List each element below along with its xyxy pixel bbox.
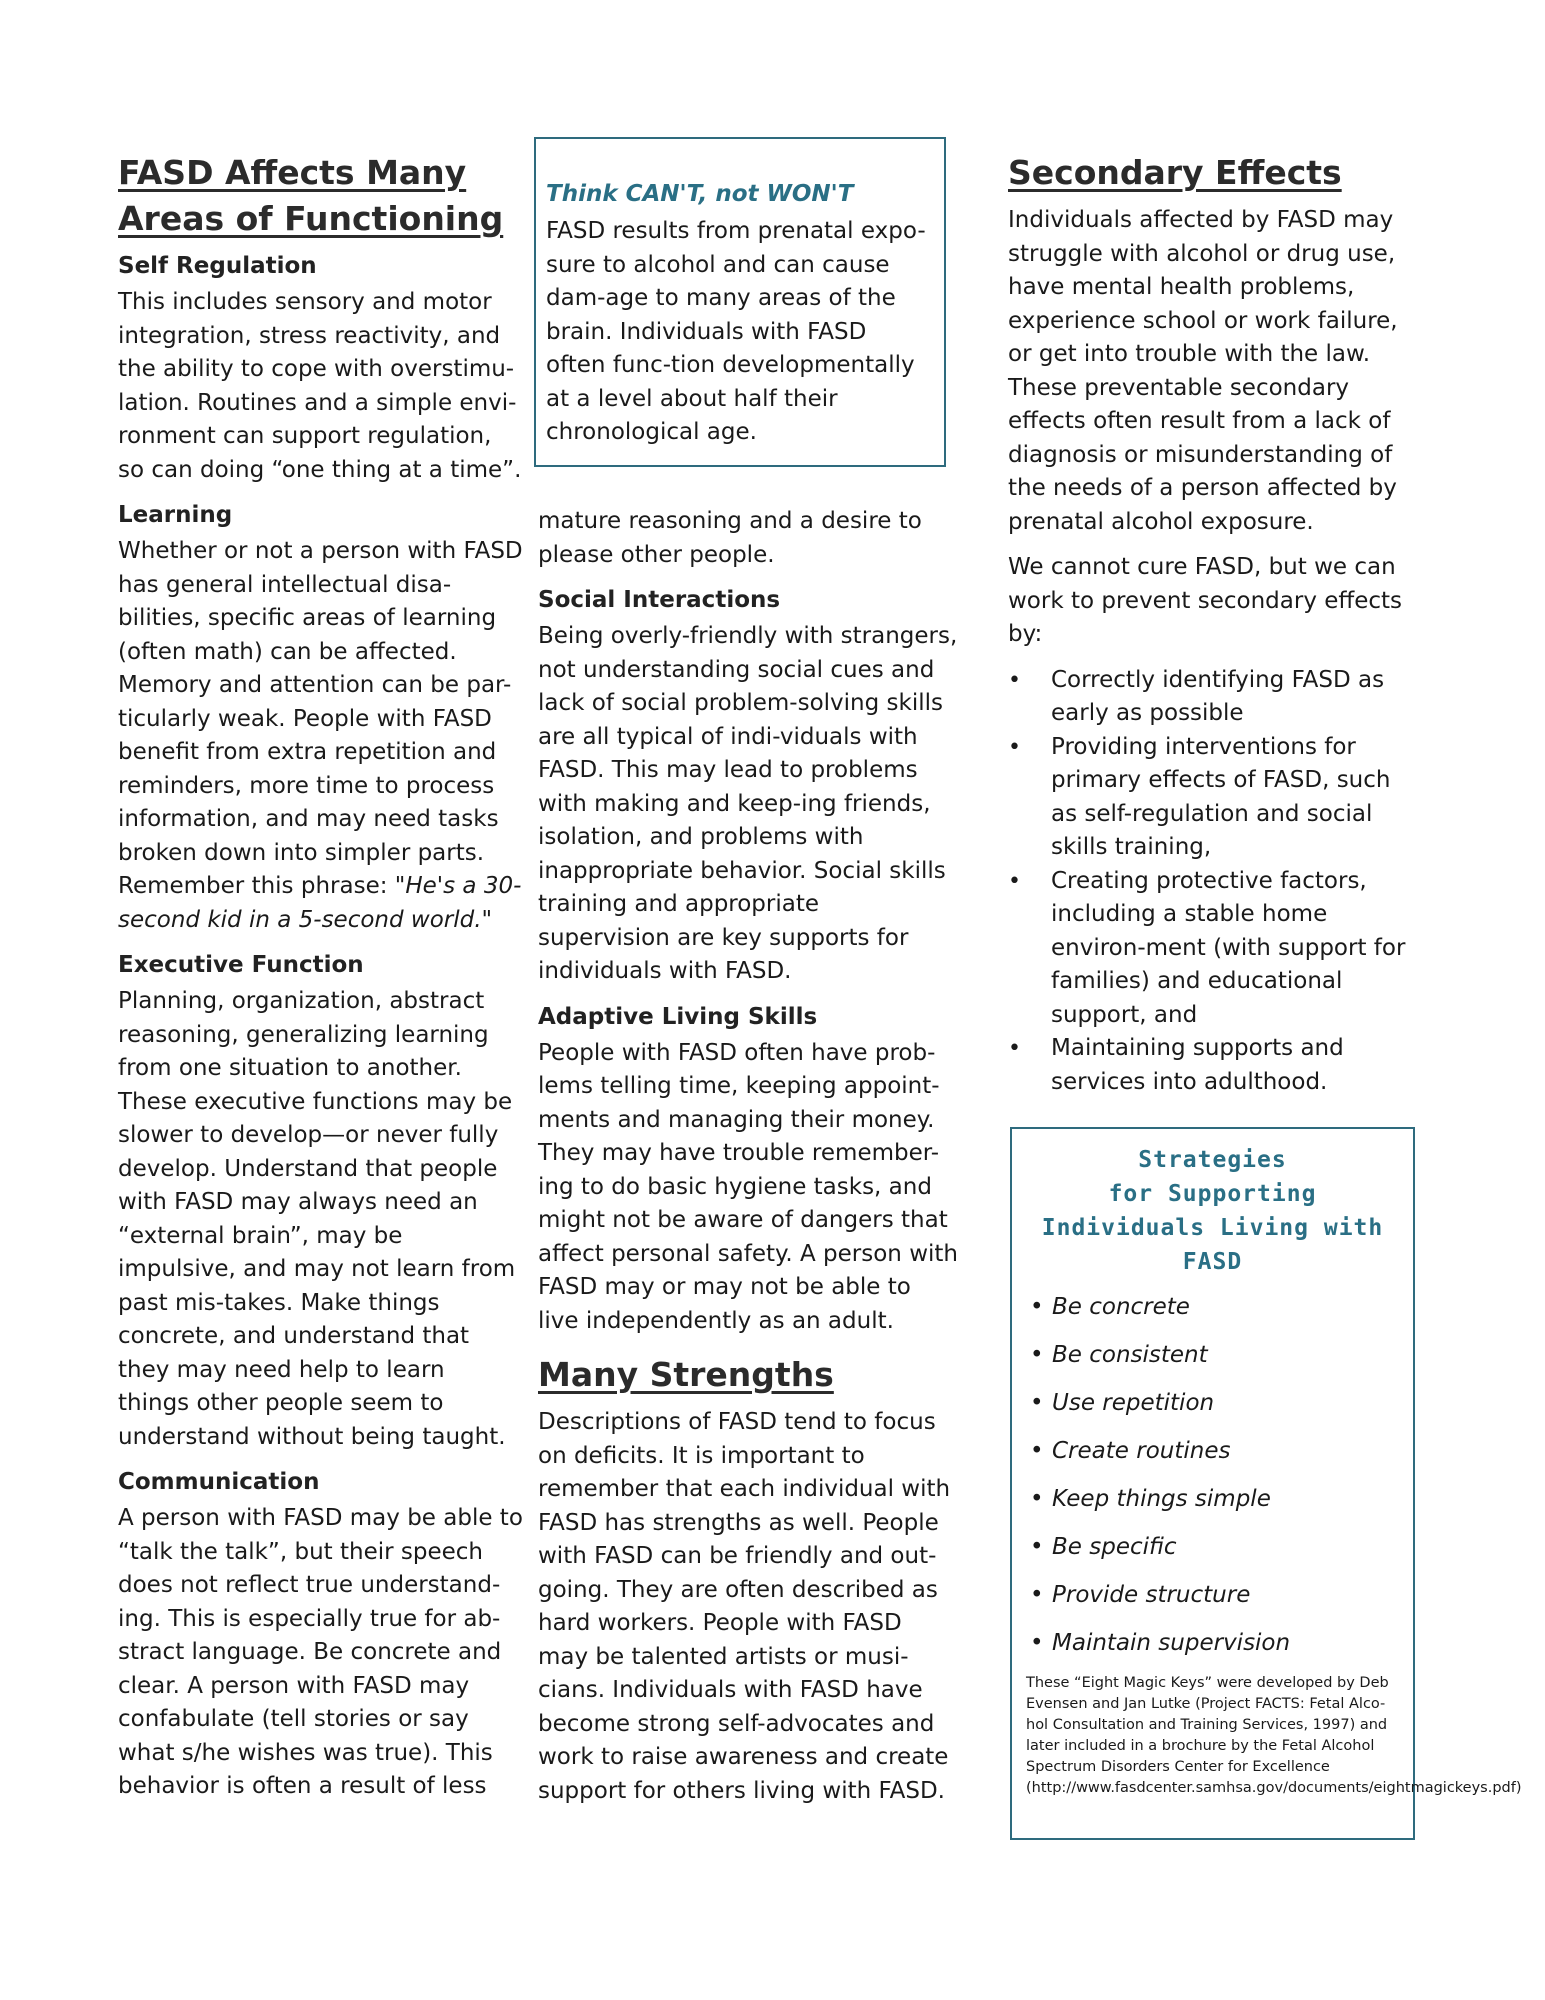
section-text-communication: A person with FASD may be able to “talk the talk”, but their speech does not reflect true understand-ing. This is especially true for ab-stract language. Be concrete and clear. A person with FASD may confabulate (tell stories or say what s/he wishes was true). This behavior is often a result of less	[118, 1505, 523, 1799]
strategies-title-line: FASD	[1182, 1249, 1243, 1275]
section-text-learning	[118, 535, 523, 937]
list-item: • Creating protective factors, including a stable home environ-ment (with support for families) and educational support, and	[1008, 865, 1418, 1033]
section-title-adaptive-living: Adaptive Living Skills	[538, 1003, 818, 1030]
secondary-effects-heading	[1008, 150, 1418, 196]
list-item: • Be specific	[1026, 1523, 1399, 1571]
section-title-communication: Communication	[118, 1469, 320, 1495]
heading-line-2: Areas of Functioning	[118, 199, 504, 238]
strategies-title-line: for Supporting	[1108, 1181, 1317, 1207]
strategies-title-line: Strategies	[1138, 1147, 1287, 1173]
learning-quote: "He's a 30-second kid in a 5-second world."	[118, 873, 522, 933]
section-text-adaptive-living: People with FASD often have prob-lems telling time, keeping appoint-ments and managing their money. They may have trouble remember-ing to do basic hygiene tasks, and might not be aware of dangers that affect personal safety. A person with FASD may or may not be able to live independently as an adult.	[538, 1039, 958, 1334]
callout-text: FASD results from prenatal expo-sure to alcohol and can cause dam-age to many areas of the brain. Individuals with FASD often func-tion developmentally at a level about half their chronological age.	[546, 218, 926, 445]
strengths-heading-text: Many Strengths	[538, 1355, 834, 1394]
section-text-social-interactions: Being overly-friendly with strangers, not understanding social cues and lack of social problem-solving skills are all typical of indi-viduals with FASD. This may lead to problems with making and keep-ing friends, isolation, and problems with inappropriate behavior. Social skills training and appropriate supervision are key supports for individuals with FASD.	[538, 623, 958, 984]
functioning-heading	[118, 150, 523, 242]
learning-body: Whether or not a person with FASD has general intellectual disa-bilities, specific areas of learning (often math) can be affected. Memory and attention can be par-ticularly weak. People with FASD benefit from extra repetition and reminders, more time to process information, and may need tasks broken down into simpler parts. Remember this phrase:	[118, 538, 523, 899]
section-title-social-interactions: Social Interactions	[538, 587, 781, 613]
strategies-credit: These “Eight Magic Keys” were developed by Deb Evensen and Jan Lutke (Project FACTS: Fetal Alco-hol Consultation and Training Services, 1997) and later included in a brochure by the Fetal Alcohol Spectrum Disorders Center for Excellence (http://www.fasdcenter.samhsa.gov/documents/eightmagickeys.pdf)	[1026, 1675, 1522, 1796]
list-item: • Keep things simple	[1026, 1475, 1399, 1523]
list-item: • Maintaining supports and services into adulthood.	[1008, 1032, 1418, 1099]
callout-title: Think CAN'T, not WON'T	[546, 181, 854, 207]
magic-keys-list	[1026, 1283, 1399, 1667]
secondary-prevent: We cannot cure FASD, but we can work to prevent secondary effects by:	[1008, 554, 1403, 647]
list-item: • Use repetition	[1026, 1379, 1399, 1427]
list-item: • Create routines	[1026, 1427, 1399, 1475]
section-title-learning: Learning	[118, 502, 233, 528]
list-item: • Providing interventions for primary effects of FASD, such as self-regulation and social skills training,	[1008, 731, 1418, 865]
column-secondary-effects	[1008, 150, 1418, 1099]
list-item: • Be consistent	[1026, 1331, 1399, 1379]
strategies-box	[1010, 1127, 1522, 1840]
secondary-effects-heading-text: Secondary Effects	[1008, 153, 1342, 192]
strategies-title	[1026, 1143, 1399, 1279]
section-title-executive-function: Executive Function	[118, 952, 364, 978]
column-functioning	[118, 150, 523, 1816]
column-middle	[538, 505, 958, 1820]
continuation-text: mature reasoning and a desire to please other people.	[538, 508, 922, 568]
list-item: • Provide structure	[1026, 1571, 1399, 1619]
heading-line-1: FASD Affects Many	[118, 153, 467, 192]
list-item: • Maintain supervision	[1026, 1619, 1399, 1667]
section-text-executive-function: Planning, organization, abstract reasoning, generalizing learning from one situation to another. These executive functions may be slower to develop—or never fully develop. Understand that people with FASD may always need an “external brain”, may be impulsive, and may not learn from past mis-takes. Make things concrete, and understand that they may need help to learn things other people seem to understand without being taught.	[118, 988, 516, 1450]
list-item: • Correctly identifying FASD as early as possible	[1008, 664, 1418, 731]
section-title-self-regulation: Self Regulation	[118, 253, 317, 279]
strengths-heading	[538, 1352, 958, 1398]
section-text-self-regulation: This includes sensory and motor integration, stress reactivity, and the ability to cope with overstimu-lation. Routines and a simple envi-ronment can support regulation, so can doing “one thing at a time”.	[118, 289, 522, 483]
strengths-text: Descriptions of FASD tend to focus on deficits. It is important to remember that each individual with FASD has strengths as well. People with FASD can be friendly and out-going. They are often described as hard workers. People with FASD may be talented artists or musi-cians. Individuals with FASD have become strong self-advocates and work to raise awareness and create support for others living with FASD.	[538, 1409, 951, 1804]
strategies-title-line: Individuals Living with	[1041, 1215, 1384, 1241]
list-item: • Be concrete	[1026, 1283, 1399, 1331]
prevention-list	[1008, 664, 1418, 1100]
callout-box	[534, 137, 946, 467]
secondary-intro: Individuals affected by FASD may struggle with alcohol or drug use, have mental health problems, experience school or work failure, or get into trouble with the law. These preventable secondary effects often result from a lack of diagnosis or misunderstanding of the needs of a person affected by prenatal alcohol exposure.	[1008, 207, 1398, 535]
